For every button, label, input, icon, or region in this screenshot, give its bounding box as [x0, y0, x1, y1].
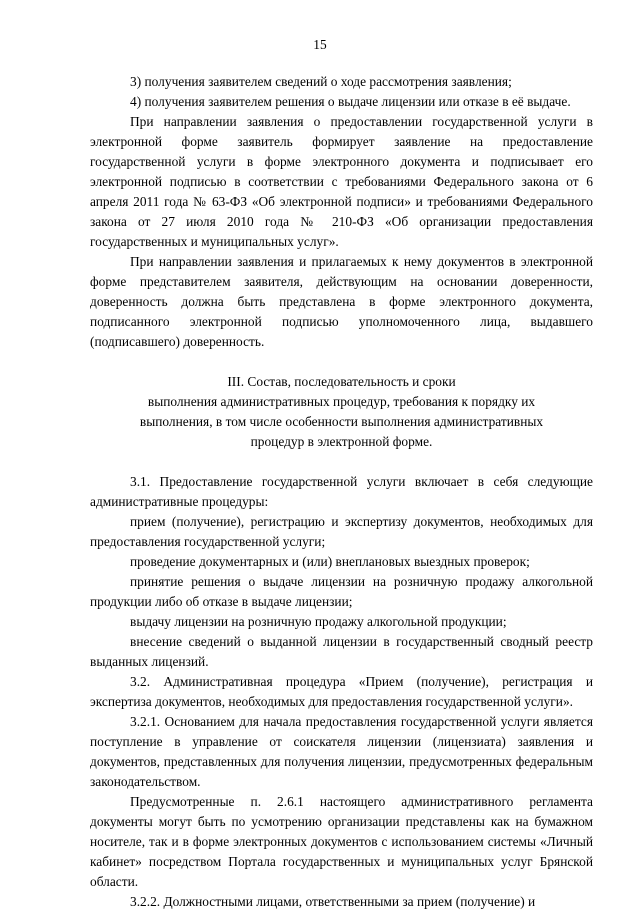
section-heading-line: процедур в электронной форме.: [250, 434, 433, 449]
paragraph: выдачу лицензии на розничную продажу алкогольной продукции;: [130, 614, 507, 629]
paragraph: проведение документарных и (или) внеплановых выездных проверок;: [130, 554, 530, 569]
paragraph: 3.2. Административная процедура «Прием (получение), регистрация и экспертиза документов, необходимых для предоставления государственной услуги».: [90, 674, 593, 709]
paragraph: 4) получения заявителем решения о выдаче лицензии или отказе в её выдаче.: [130, 94, 571, 109]
page-number: 15: [313, 37, 327, 52]
section-heading: [90, 372, 593, 452]
section-heading-line: III. Состав, последовательность и сроки: [227, 374, 456, 389]
paragraph: 3.2.1. Основанием для начала предоставления государственной услуги является поступление в управление от соискателя лицензии (лицензиата) заявления и документов, представленных для получения лицензии, предусмотренных федеральным законодательством.: [90, 714, 593, 789]
paragraph: внесение сведений о выданной лицензии в государственный сводный реестр выданных лицензий.: [90, 634, 593, 669]
paragraph: прием (получение), регистрацию и экспертизу документов, необходимых для предоставления государственной услуги;: [90, 514, 593, 549]
paragraph: принятие решения о выдаче лицензии на розничную продажу алкогольной продукции либо об отказе в выдаче лицензии;: [90, 574, 593, 609]
section-heading-line: выполнения, в том числе особенности выполнения административных: [139, 414, 544, 429]
paragraph: При направлении заявления и прилагаемых к нему документов в электронной форме представителем заявителя, действующим на основании доверенности, доверенность должна быть представлена в форме электронного документа, подписанного электронной подписью уполномоченного лица, выдавшего (подписавшего) доверенность.: [90, 254, 593, 349]
document-body: [90, 72, 593, 912]
paragraph: 3) получения заявителем сведений о ходе рассмотрения заявления;: [130, 74, 512, 89]
paragraph: При направлении заявления о предоставлении государственной услуги в электронной форме заявитель формирует заявление на предоставление государственной услуги в форме электронного документа и подписывает его электронной подписью в соответствии с требованиями Федерального закона от 6 апреля 2011 года № 63-ФЗ «Об электронной подписи» и требованиями Федерального закона от 27 июля 2010 года № 210-ФЗ «Об организации предоставления государственных и муниципальных услуг».: [90, 114, 593, 249]
paragraph: 3.1. Предоставление государственной услуги включает в себя следующие административные процедуры:: [90, 474, 593, 509]
paragraph: 3.2.2. Должностными лицами, ответственными за прием (получение) и: [130, 894, 536, 909]
section-heading-line: выполнения административных процедур, требования к порядку их: [147, 394, 536, 409]
paragraph: Предусмотренные п. 2.6.1 настоящего административного регламента документы могут быть по усмотрению организации представлены как на бумажном носителе, так и в форме электронных документов с использованием системы «Личный кабинет» посредством Портала государственных и муниципальных услуг Брянской области.: [90, 794, 593, 889]
